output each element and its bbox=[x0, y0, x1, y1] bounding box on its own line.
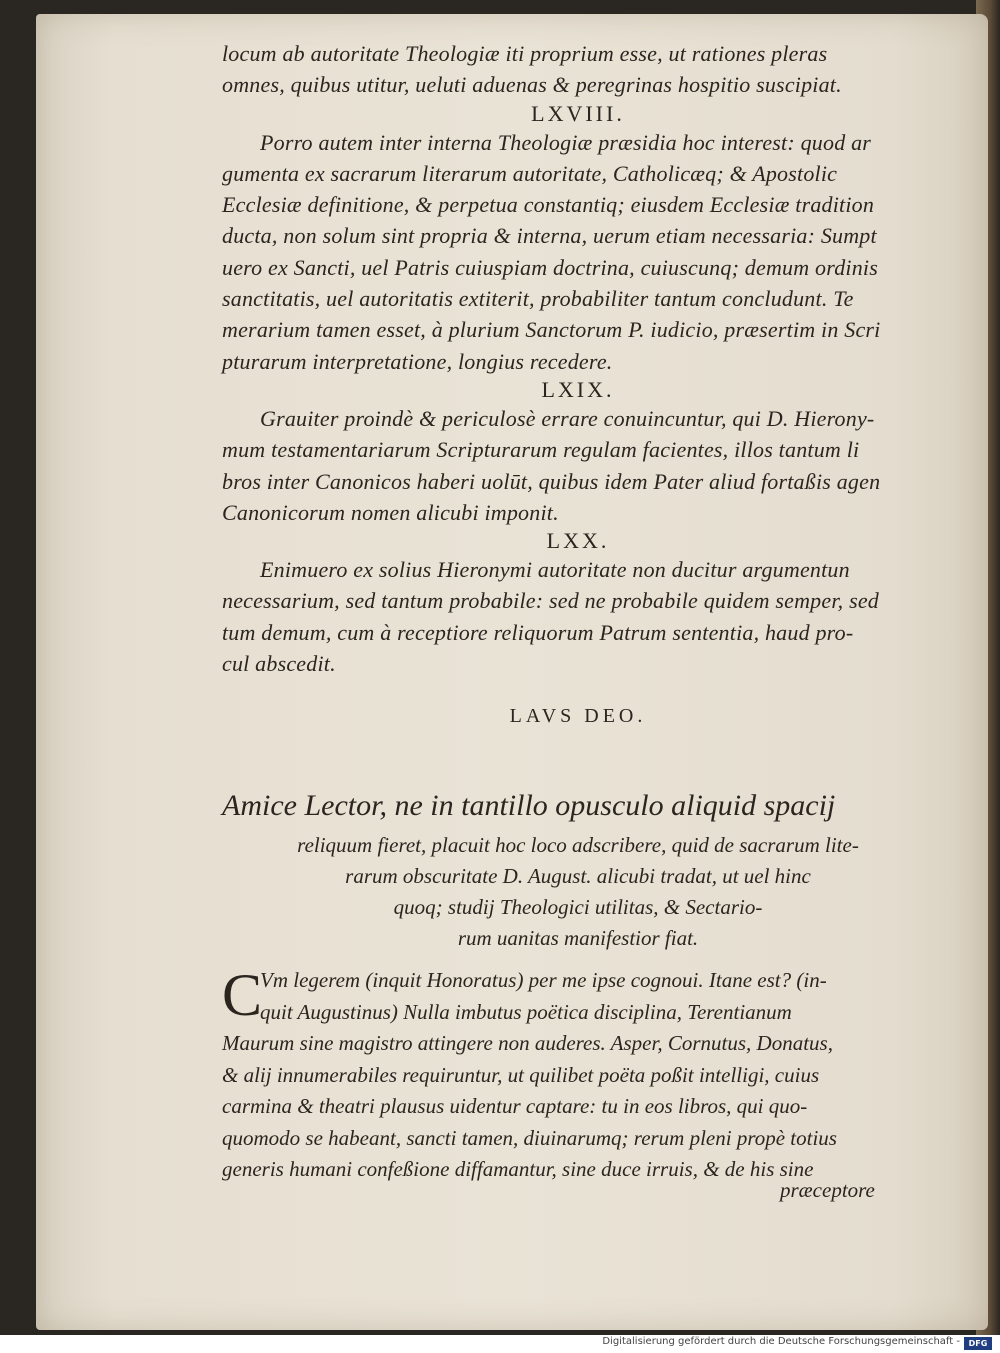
amice-line: rarum obscuritate D. August. alicubi tradat, ut uel hinc bbox=[345, 864, 811, 888]
text-line: locum ab autoritate Theologiæ iti proprium esse, ut rationes pleras bbox=[222, 41, 828, 66]
text-line: uero ex Sancti, uel Patris cuiuspiam doctrina, cuiuscunq; demum ordinis bbox=[222, 254, 878, 280]
text-line: bros inter Canonicos haberi uolūt, quibus idem Pater aliud fortaßis agen bbox=[222, 468, 881, 494]
drop-cap: C bbox=[222, 962, 263, 1028]
text-line: sanctitatis, uel autoritatis extiterit, probabiliter tantum concludunt. Te bbox=[222, 286, 854, 312]
text-line: merarium tamen esset, à plurium Sanctorum P. iudicio, præsertim in Scri bbox=[222, 317, 881, 343]
text-line: ducta, non solum sint propria & interna, uerum etiam necessaria: Sumpt bbox=[222, 223, 877, 249]
text-line: cul abscedit. bbox=[222, 651, 336, 677]
quote-line: generis humani confeßione diffamantur, sine duce irruis, & de his sine bbox=[222, 1157, 814, 1181]
quote-line: carmina & theatri plausus uidentur captare: tu in eos libros, qui quo- bbox=[222, 1094, 808, 1118]
amice-first-line: Amice Lector, ne in tantillo opusculo aliquid spacij bbox=[222, 789, 836, 822]
quote-line: quomodo se habeant, sancti tamen, diuinarumq; rerum pleni propè totius bbox=[222, 1125, 837, 1150]
amice-line: reliquum fieret, placuit hoc loco adscribere, quid de sacrarum lite- bbox=[297, 833, 859, 857]
section-heading-68: LXVIII. bbox=[531, 100, 625, 126]
amice-note bbox=[222, 782, 934, 954]
text-line: Porro autem inter interna Theologiæ præsidia hoc interest: quod ar bbox=[260, 129, 872, 155]
dfg-logo: DFG bbox=[964, 1337, 992, 1350]
quote-line: & alij innumerabiles requiruntur, ut quilibet poëta poßit intelligi, cuius bbox=[222, 1062, 820, 1087]
augustine-quote bbox=[222, 962, 934, 1186]
catchword: præceptore bbox=[780, 1178, 875, 1202]
quote-line: quit Augustinus) Nulla imbutus poëtica disciplina, Terentianum bbox=[260, 999, 792, 1024]
amice-line: rum uanitas manifestior fiat. bbox=[457, 926, 699, 950]
section-heading-70: LXX. bbox=[546, 528, 610, 554]
section-heading-69: LXIX. bbox=[541, 376, 615, 402]
text-line: Enimuero ex solius Hieronymi autoritate non ducitur argumentun bbox=[260, 557, 850, 583]
text-line: pturarum interpretatione, longius recedere. bbox=[222, 348, 613, 374]
quote-line: Vm legerem (inquit Honoratus) per me ipse cognoui. Itane est? (in- bbox=[260, 968, 827, 992]
funding-notice: Digitalisierung gefördert durch die Deutsche Forschungsgemeinschaft - bbox=[602, 1336, 960, 1347]
text-line: mum testamentariarum Scripturarum regulam facientes, illos tantum li bbox=[222, 437, 860, 463]
amice-line: quoq; studij Theologici utilitas, & Sectario- bbox=[393, 895, 763, 919]
text-line: tum demum, cum à receptiore reliquorum Patrum sententia, haud pro- bbox=[222, 619, 854, 645]
text-line: Canonicorum nomen alicubi imponit. bbox=[222, 499, 559, 525]
text-line: Grauiter proindè & periculosè errare conuincuntur, qui D. Hierony- bbox=[260, 405, 875, 431]
text-line: omnes, quibus utitur, ueluti aduenas & peregrinas hospitio suscipiat. bbox=[222, 72, 842, 98]
main-text bbox=[222, 38, 934, 679]
footer bbox=[0, 1335, 1000, 1353]
quote-line: Maurum sine magistro attingere non auderes. Asper, Cornutus, Donatus, bbox=[222, 1031, 833, 1055]
laus-deo: LAVS DEO. bbox=[509, 705, 647, 727]
text-line: gumenta ex sacrarum literarum autoritate, Catholicæq; & Apostolic bbox=[222, 160, 838, 186]
text-line: Ecclesiæ definitione, & perpetua constantiq; eiusdem Ecclesiæ tradition bbox=[222, 192, 875, 218]
text-line: necessarium, sed tantum probabile: sed ne probabile quidem semper, sed bbox=[222, 588, 879, 614]
